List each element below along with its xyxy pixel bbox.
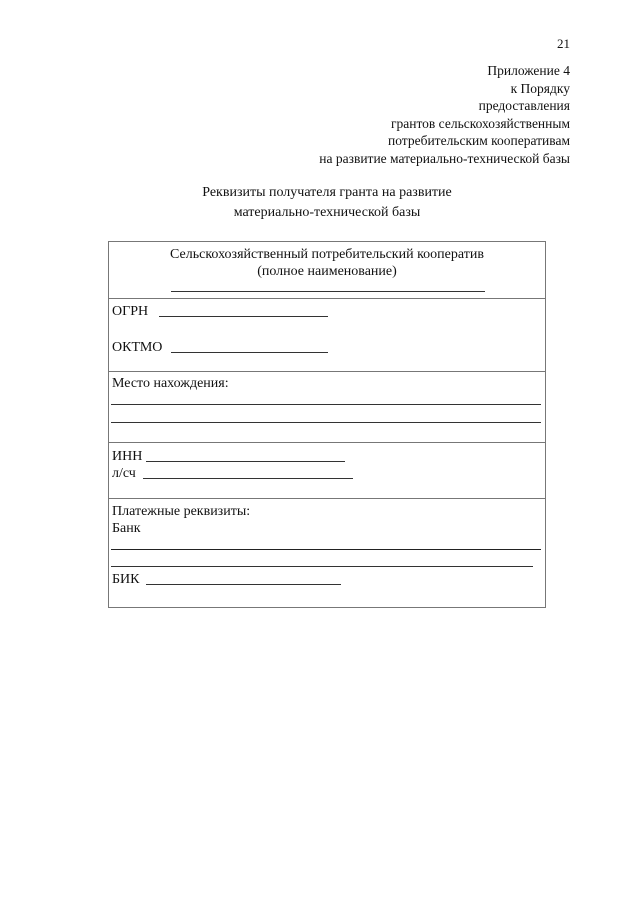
appendix-line: к Порядку	[510, 80, 570, 96]
address-section	[109, 371, 545, 442]
address-field-line-2[interactable]	[111, 422, 541, 423]
cooperative-name-field[interactable]	[171, 291, 485, 292]
payment-label: Платежные реквизиты:	[112, 504, 251, 519]
document-title	[108, 183, 546, 223]
inn-label: ИНН	[112, 449, 143, 464]
cooperative-hint: (полное наименование)	[257, 264, 397, 279]
requisites-form	[108, 241, 546, 608]
bik-field[interactable]	[146, 584, 341, 585]
page-number: 21	[557, 36, 570, 51]
bik-label: БИК	[112, 572, 140, 587]
registration-codes-section	[109, 298, 545, 371]
document-title-line: материально-технической базы	[233, 205, 421, 220]
address-field-line-1[interactable]	[111, 404, 541, 405]
bank-field-line-2[interactable]	[111, 566, 533, 567]
address-label: Место нахождения:	[112, 376, 229, 391]
appendix-line: Приложение 4	[487, 63, 570, 78]
ogrn-label: ОГРН	[112, 304, 149, 319]
inn-field[interactable]	[146, 461, 345, 462]
appendix-line: грантов сельскохозяйственным	[390, 115, 570, 131]
payment-details-section	[109, 498, 545, 607]
oktmo-field[interactable]	[171, 352, 328, 353]
tax-account-section	[109, 442, 545, 498]
oktmo-label: ОКТМО	[112, 340, 163, 355]
cooperative-name-section	[109, 242, 545, 298]
document-title-line: Реквизиты получателя гранта на развитие	[202, 185, 452, 200]
bank-label: Банк	[112, 521, 141, 536]
bank-field-line-1[interactable]	[111, 549, 541, 550]
appendix-line: на развитие материально-технической базы	[319, 150, 570, 166]
appendix-line: потребительским кооперативам	[387, 133, 570, 149]
account-field[interactable]	[143, 478, 353, 479]
ogrn-field[interactable]	[159, 316, 328, 317]
appendix-line: предоставления	[478, 98, 570, 114]
appendix-reference	[210, 62, 570, 168]
cooperative-heading: Сельскохозяйственный потребительский кооператив	[170, 247, 484, 262]
account-label: л/сч	[112, 466, 136, 481]
